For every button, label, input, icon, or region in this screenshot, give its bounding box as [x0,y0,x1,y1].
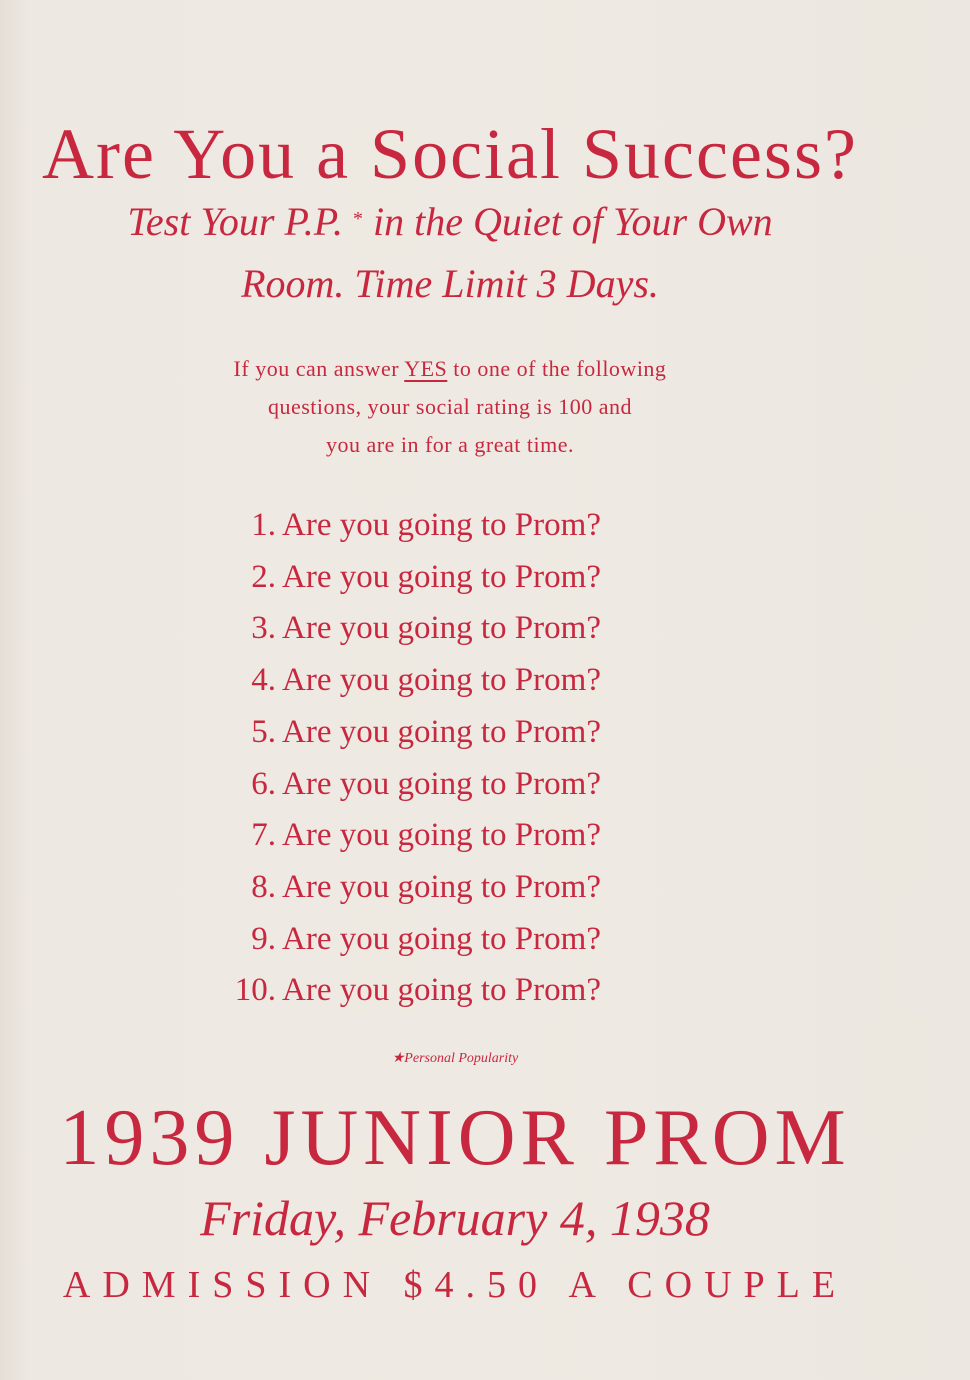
question-item [200,810,601,862]
question-item [200,655,601,707]
page-title: Are You a Social Success? [42,114,858,195]
question-text: Are you going to Prom? [282,817,601,854]
question-item [200,707,601,759]
intro-paragraph [140,350,760,464]
intro-line-2: questions, your social rating is 100 and [267,394,632,419]
question-number: 3. [251,610,276,647]
intro-line-1-start: If you can answer [233,356,400,381]
subtitle-line-1-start: Test Your P.P. [127,199,344,244]
question-item [200,759,601,811]
question-text: Are you going to Prom? [282,610,601,647]
question-text: Are you going to Prom? [282,713,601,750]
star-icon: * [353,208,364,230]
subtitle-line-2: Room. Time Limit 3 Days. [241,261,659,306]
footnote: ★Personal Popularity [391,1051,519,1066]
subtitle [40,188,860,315]
question-item [200,914,601,966]
question-text: Are you going to Prom? [282,507,601,543]
event-date: Friday, February 4, 1938 [200,1190,710,1246]
question-text: Are you going to Prom? [282,868,601,905]
question-list [200,500,601,1017]
question-number: 5. [251,713,276,750]
admission-price: ADMISSION $4.50 A COUPLE [62,1264,848,1306]
question-text: Are you going to Prom? [282,920,601,957]
question-number: 6. [251,765,276,802]
question-item [200,500,601,552]
question-text: Are you going to Prom? [282,765,601,802]
question-text: Are you going to Prom? [282,662,601,699]
question-text: Are you going to Prom? [282,558,601,595]
question-item [200,603,601,655]
event-title: 1939 JUNIOR PROM [59,1094,851,1182]
intro-line-3: you are in for a great time. [326,432,574,457]
intro-line-1 [140,350,760,388]
question-number: 9. [251,920,276,957]
question-text: Are you going to Prom? [282,972,601,1009]
subtitle-line-1-end: in the Quiet of Your Own [373,199,773,244]
question-number: 7. [251,817,276,854]
question-item [200,965,601,1017]
question-number: 2. [251,558,276,595]
question-number: 10. [234,972,276,1009]
yes-emphasis: YES [404,356,448,381]
question-number: 4. [251,662,276,699]
question-number: 1. [251,507,276,543]
question-number: 8. [251,868,276,905]
intro-line-1-end: to one of the following [453,356,667,381]
question-item [200,862,601,914]
question-item [200,552,601,604]
subtitle-line-1 [40,188,860,253]
